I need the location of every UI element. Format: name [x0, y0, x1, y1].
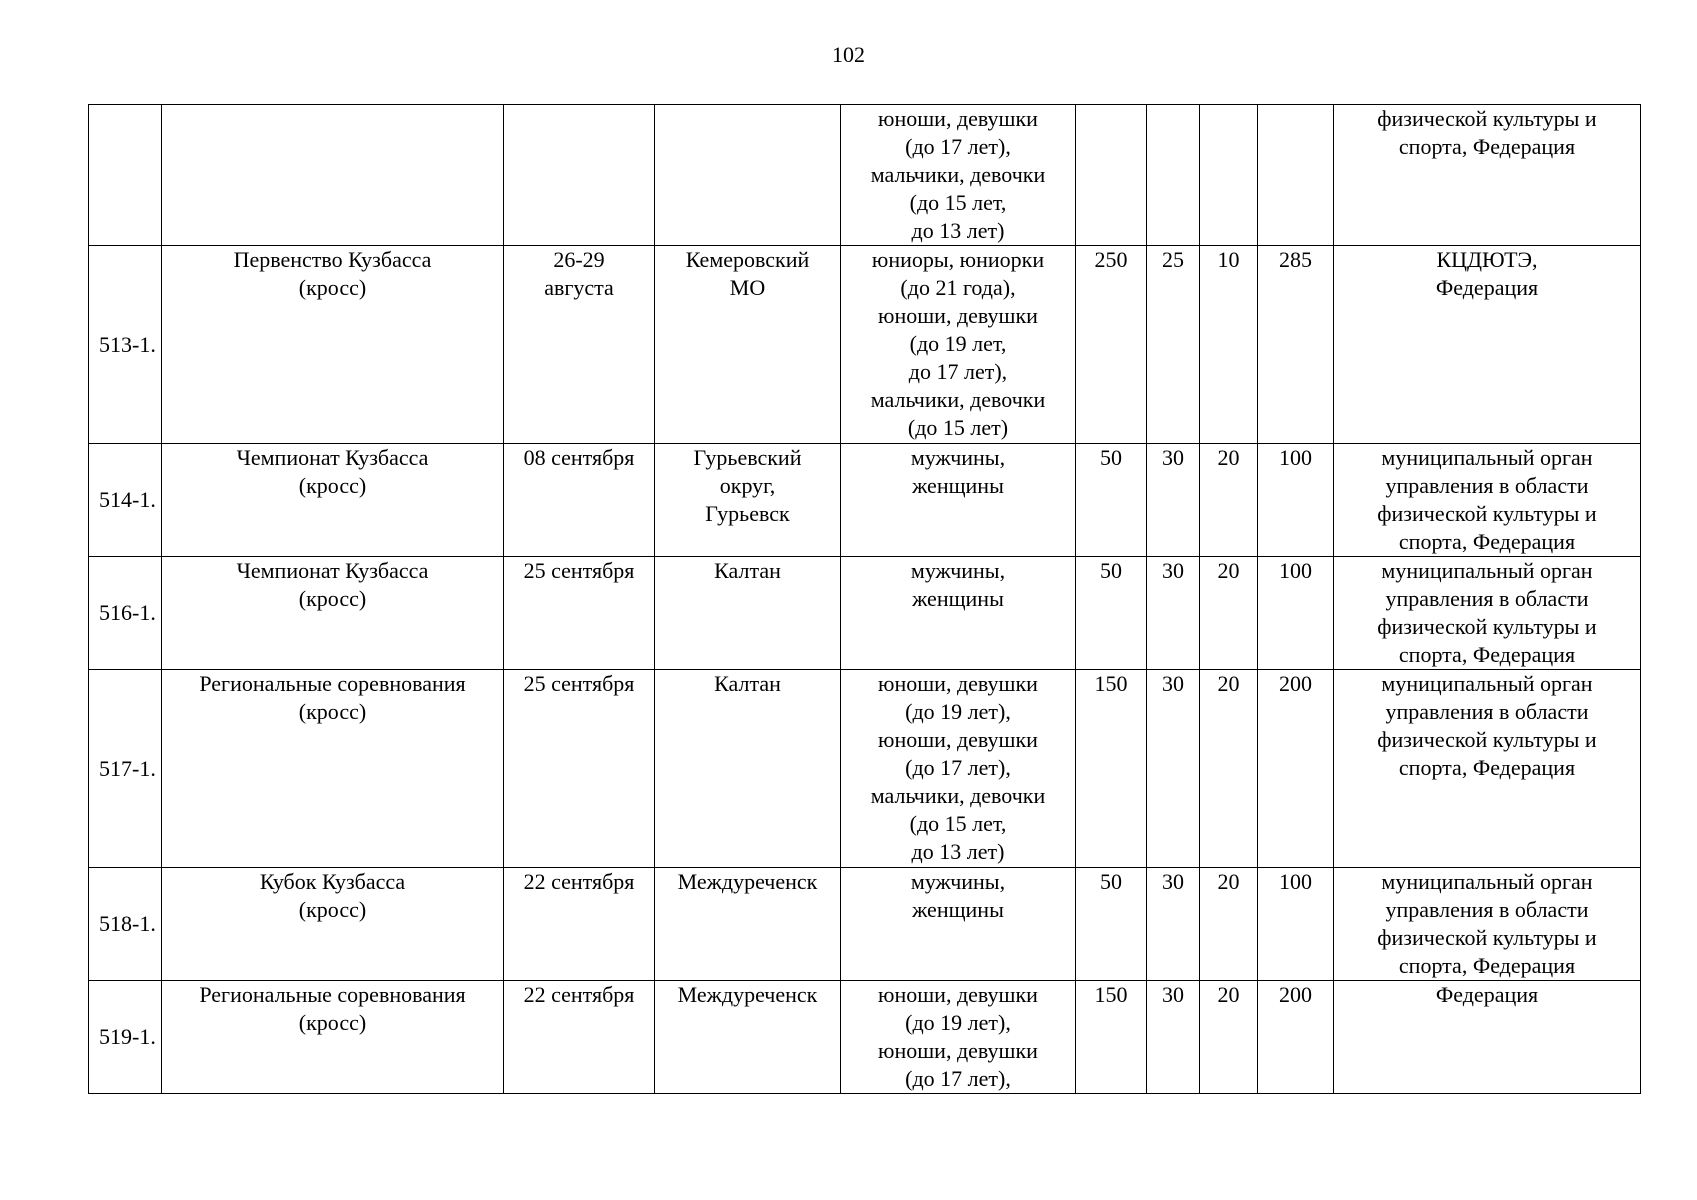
participant-groups-line: до 17 лет), — [908, 359, 1008, 384]
event-place-line: Калтан — [714, 671, 781, 696]
event-name-line: Первенство Кузбасса — [233, 247, 432, 272]
event-place-line: МО — [729, 275, 766, 300]
count-athletes-cell — [1076, 105, 1147, 246]
event-date-cell — [504, 557, 655, 670]
participant-groups-line: (до 17 лет), — [905, 1066, 1011, 1091]
count-total-cell — [1258, 105, 1334, 246]
count-coaches-cell — [1147, 981, 1200, 1094]
events-table — [88, 104, 1641, 1094]
event-name-cell — [162, 444, 504, 557]
participant-groups-line: юниоры, юниорки — [871, 247, 1045, 272]
event-date-line: 22 сентября — [523, 869, 635, 894]
participant-groups-line: юноши, девушки — [878, 303, 1038, 328]
count-total-cell — [1258, 981, 1334, 1094]
participant-groups-cell — [841, 670, 1076, 868]
row-number: 517-1. — [99, 755, 156, 781]
participant-groups-line: до 13 лет) — [911, 218, 1005, 243]
table-row — [89, 981, 1641, 1094]
organizer-line: муниципальный орган — [1381, 869, 1593, 894]
count-total: 285 — [1279, 247, 1312, 272]
row-number: 513-1. — [99, 331, 156, 357]
participant-groups-cell — [841, 246, 1076, 444]
event-place-line: Гурьевский — [693, 445, 802, 470]
organizer-cell — [1334, 105, 1641, 246]
organizer-cell — [1334, 557, 1641, 670]
participant-groups-line: женщины — [912, 897, 1004, 922]
count-judges-cell — [1200, 105, 1258, 246]
organizer-line: управления в области — [1385, 473, 1589, 498]
event-date-cell — [504, 868, 655, 981]
organizer-line: спорта, Федерация — [1398, 134, 1576, 159]
event-name-line: (кросс) — [298, 1010, 367, 1035]
event-date-cell — [504, 981, 655, 1094]
count-total-cell — [1258, 246, 1334, 444]
participant-groups-line: (до 17 лет), — [905, 755, 1011, 780]
organizer-line: спорта, Федерация — [1398, 755, 1576, 780]
participant-groups-cell — [841, 444, 1076, 557]
event-date-cell — [504, 670, 655, 868]
organizer-line: управления в области — [1385, 586, 1589, 611]
participant-groups-line: юноши, девушки — [878, 671, 1038, 696]
organizer-line: КЦДЮТЭ, — [1436, 247, 1538, 272]
organizer-line: муниципальный орган — [1381, 671, 1593, 696]
event-date-cell — [504, 246, 655, 444]
count-judges: 20 — [1217, 671, 1240, 696]
event-place-line: округ, — [719, 473, 776, 498]
count-athletes: 50 — [1100, 558, 1122, 583]
participant-groups-line: юноши, девушки — [878, 1038, 1038, 1063]
participant-groups-cell — [841, 981, 1076, 1094]
count-total: 100 — [1279, 558, 1312, 583]
table-row — [89, 670, 1641, 868]
event-name-cell — [162, 670, 504, 868]
participant-groups-line: (до 21 года), — [900, 275, 1016, 300]
event-name-cell — [162, 868, 504, 981]
count-coaches-cell — [1147, 868, 1200, 981]
event-date-line: 25 сентября — [523, 671, 635, 696]
event-date-line: 08 сентября — [523, 445, 635, 470]
organizer-line: управления в области — [1385, 897, 1589, 922]
event-place-line: Гурьевск — [705, 501, 790, 526]
organizer-cell — [1334, 246, 1641, 444]
event-place-line: Междуреченск — [677, 982, 818, 1007]
participant-groups-cell — [841, 557, 1076, 670]
count-total-cell — [1258, 670, 1334, 868]
count-judges-cell — [1200, 868, 1258, 981]
participant-groups-line: юноши, девушки — [878, 106, 1038, 131]
event-date-line: 26-29 — [553, 247, 605, 272]
event-name-cell — [162, 246, 504, 444]
participant-groups-line: женщины — [912, 586, 1004, 611]
count-total: 200 — [1279, 671, 1312, 696]
event-date-line: августа — [544, 275, 614, 300]
row-number-cell — [89, 105, 162, 246]
participant-groups-line: мужчины, — [910, 445, 1006, 470]
event-name-line: Чемпионат Кузбасса — [236, 558, 429, 583]
row-number: 516-1. — [99, 600, 156, 625]
event-name-line: (кросс) — [298, 699, 367, 724]
event-place-cell — [655, 557, 841, 670]
count-coaches-cell — [1147, 557, 1200, 670]
count-coaches-cell — [1147, 246, 1200, 444]
event-place-cell — [655, 246, 841, 444]
participant-groups-line: (до 19 лет, — [909, 331, 1007, 356]
event-name-cell — [162, 981, 504, 1094]
organizer-line: физической культуры и — [1377, 614, 1597, 639]
count-athletes-cell — [1076, 557, 1147, 670]
count-total: 200 — [1279, 982, 1312, 1007]
count-athletes-cell — [1076, 670, 1147, 868]
count-total: 100 — [1279, 445, 1312, 470]
event-place-line: Междуреченск — [677, 869, 818, 894]
participant-groups-line: мужчины, — [910, 558, 1006, 583]
count-coaches: 30 — [1162, 558, 1184, 583]
count-judges: 20 — [1217, 869, 1240, 894]
row-number-cell — [89, 246, 162, 444]
count-athletes-cell — [1076, 246, 1147, 444]
event-name-line: (кросс) — [298, 897, 367, 922]
count-judges-cell — [1200, 981, 1258, 1094]
event-name-cell — [162, 557, 504, 670]
participant-groups-line: женщины — [912, 473, 1004, 498]
organizer-line: спорта, Федерация — [1398, 529, 1576, 554]
participant-groups-line: мальчики, девочки — [870, 387, 1046, 412]
participant-groups-line: (до 15 лет, — [909, 811, 1007, 836]
row-number: 519-1. — [99, 1024, 156, 1049]
count-coaches-cell — [1147, 670, 1200, 868]
participant-groups-line: (до 15 лет) — [907, 415, 1009, 440]
count-judges-cell — [1200, 670, 1258, 868]
organizer-cell — [1334, 670, 1641, 868]
event-date-cell — [504, 444, 655, 557]
participant-groups-line: мальчики, девочки — [870, 162, 1046, 187]
row-number-cell — [89, 868, 162, 981]
organizer-line: спорта, Федерация — [1398, 953, 1576, 978]
event-name-line: Чемпионат Кузбасса — [236, 445, 429, 470]
event-name-cell — [162, 105, 504, 246]
organizer-cell — [1334, 981, 1641, 1094]
row-number-cell — [89, 444, 162, 557]
table-row — [89, 444, 1641, 557]
participant-groups-line: мальчики, девочки — [870, 783, 1046, 808]
event-name-line: (кросс) — [298, 473, 367, 498]
participant-groups-line: (до 19 лет), — [905, 1010, 1011, 1035]
organizer-line: управления в области — [1385, 699, 1589, 724]
participant-groups-line: (до 17 лет), — [905, 134, 1011, 159]
count-athletes: 150 — [1094, 671, 1128, 696]
organizer-line: спорта, Федерация — [1398, 642, 1576, 667]
participant-groups-line: до 13 лет) — [911, 839, 1005, 864]
event-place-cell — [655, 670, 841, 868]
row-number: 518-1. — [99, 911, 156, 936]
event-place-cell — [655, 868, 841, 981]
count-judges-cell — [1200, 444, 1258, 557]
event-place-line: Кемеровский — [685, 247, 810, 272]
page-number: 102 — [832, 42, 865, 67]
event-name-line: Кубок Кузбасса — [259, 869, 406, 894]
event-name-line: (кросс) — [298, 586, 367, 611]
count-athletes: 250 — [1094, 247, 1128, 272]
organizer-line: физической культуры и — [1377, 727, 1597, 752]
count-total-cell — [1258, 557, 1334, 670]
table-row — [89, 557, 1641, 670]
event-name-line: Региональные соревнования — [199, 982, 466, 1007]
count-coaches-cell — [1147, 105, 1200, 246]
count-coaches: 30 — [1162, 671, 1184, 696]
count-total-cell — [1258, 868, 1334, 981]
event-place-cell — [655, 444, 841, 557]
count-judges: 20 — [1217, 445, 1240, 470]
count-coaches: 30 — [1162, 869, 1184, 894]
participant-groups-line: мужчины, — [910, 869, 1006, 894]
event-date-line: 25 сентября — [523, 558, 635, 583]
count-coaches: 30 — [1162, 982, 1184, 1007]
organizer-line: Федерация — [1435, 982, 1539, 1007]
organizer-line: муниципальный орган — [1381, 558, 1593, 583]
organizer-cell — [1334, 868, 1641, 981]
count-total: 100 — [1279, 869, 1312, 894]
organizer-line: физической культуры и — [1377, 501, 1597, 526]
count-coaches-cell — [1147, 444, 1200, 557]
participant-groups-line: (до 15 лет, — [909, 190, 1007, 215]
count-athletes: 150 — [1094, 982, 1128, 1007]
count-judges-cell — [1200, 557, 1258, 670]
count-coaches: 25 — [1162, 247, 1184, 272]
count-athletes: 50 — [1100, 445, 1122, 470]
event-place-line: Калтан — [714, 558, 781, 583]
organizer-line: физической культуры и — [1377, 925, 1597, 950]
event-date-cell — [504, 105, 655, 246]
count-athletes: 50 — [1100, 869, 1122, 894]
row-number-cell — [89, 670, 162, 868]
table-row — [89, 105, 1641, 246]
organizer-line: Федерация — [1435, 275, 1539, 300]
organizer-cell — [1334, 444, 1641, 557]
event-place-cell — [655, 105, 841, 246]
event-place-cell — [655, 981, 841, 1094]
count-athletes-cell — [1076, 868, 1147, 981]
event-name-line: Региональные соревнования — [199, 671, 466, 696]
event-date-line: 22 сентября — [523, 982, 635, 1007]
participant-groups-line: (до 19 лет), — [905, 699, 1011, 724]
count-athletes-cell — [1076, 981, 1147, 1094]
count-judges-cell — [1200, 246, 1258, 444]
row-number: 514-1. — [99, 487, 156, 512]
count-judges: 20 — [1217, 558, 1240, 583]
count-judges: 10 — [1217, 247, 1240, 272]
count-judges: 20 — [1217, 982, 1240, 1007]
participant-groups-line: юноши, девушки — [878, 727, 1038, 752]
participant-groups-cell — [841, 868, 1076, 981]
participant-groups-line: юноши, девушки — [878, 982, 1038, 1007]
table-body — [89, 105, 1641, 1094]
count-athletes-cell — [1076, 444, 1147, 557]
participant-groups-cell — [841, 105, 1076, 246]
table-row — [89, 246, 1641, 444]
event-name-line: (кросс) — [298, 275, 367, 300]
organizer-line: муниципальный орган — [1381, 445, 1593, 470]
count-coaches: 30 — [1162, 445, 1184, 470]
row-number-cell — [89, 557, 162, 670]
table-row — [89, 868, 1641, 981]
organizer-line: физической культуры и — [1377, 106, 1597, 131]
row-number-cell — [89, 981, 162, 1094]
count-total-cell — [1258, 444, 1334, 557]
